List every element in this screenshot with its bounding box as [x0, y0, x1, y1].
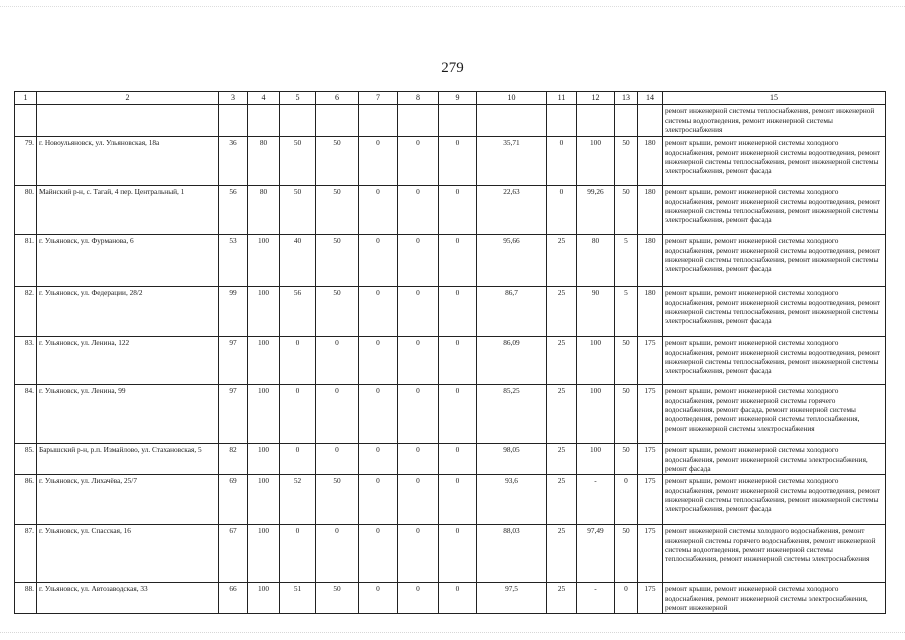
col-11: 25 [547, 475, 577, 525]
col-5: 0 [280, 337, 316, 385]
col-8: 0 [398, 385, 439, 444]
col-7: 0 [359, 583, 398, 614]
row-number: 85. [15, 444, 37, 475]
col-7: 0 [359, 444, 398, 475]
col-6: 50 [316, 475, 359, 525]
col-10: 86,09 [477, 337, 547, 385]
table-row [15, 475, 886, 525]
address: г. Новоульяновск, ул. Ульяновская, 18а [37, 137, 219, 186]
col-13: 0 [615, 475, 638, 525]
column-header-12: 12 [577, 92, 615, 105]
column-header-3: 3 [219, 92, 248, 105]
col-11: 25 [547, 444, 577, 475]
col-9: 0 [439, 337, 477, 385]
address: Барышский р-н, р.п. Измайлово, ул. Стахановская, 5 [37, 444, 219, 475]
table-row [15, 337, 886, 385]
col-13: 0 [615, 583, 638, 614]
col-3: 99 [219, 287, 248, 337]
col-13: 50 [615, 444, 638, 475]
col-7: 0 [359, 186, 398, 235]
address: г. Ульяновск, ул. Федерации, 28/2 [37, 287, 219, 337]
col-14: 175 [638, 475, 663, 525]
col-11: 25 [547, 525, 577, 583]
address: г. Ульяновск, ул. Ленина, 122 [37, 337, 219, 385]
column-header-6: 6 [316, 92, 359, 105]
col-9: 0 [439, 235, 477, 287]
row-number: 82. [15, 287, 37, 337]
col-12: 99,26 [577, 186, 615, 235]
col-3: 67 [219, 525, 248, 583]
works-list: ремонт инженерной системы холодного водоснабжения, ремонт инженерной системы горячего водоснабжения, ремонт инженерной системы водоотведения, ремонт инженерной системы теплоснабжения, ремонт инженерной системы электроснабжения [663, 525, 886, 583]
col-8: 0 [398, 186, 439, 235]
col-9: 0 [439, 287, 477, 337]
row-number: 88. [15, 583, 37, 614]
col-6: 50 [316, 583, 359, 614]
col-11: 25 [547, 337, 577, 385]
col-4: 100 [248, 385, 280, 444]
works-list: ремонт крыши, ремонт инженерной системы холодного водоснабжения, ремонт инженерной системы водоотведения, ремонт инженерной системы теплоснабжения, ремонт инженерной системы электроснабжения, ремонт фасада [663, 287, 886, 337]
col-9: 0 [439, 444, 477, 475]
col-5: 52 [280, 475, 316, 525]
col-12: 90 [577, 287, 615, 337]
col-4: 100 [248, 337, 280, 385]
works-list: ремонт крыши, ремонт инженерной системы холодного водоснабжения, ремонт инженерной системы электроснабжения, ремонт инженерной [663, 583, 886, 614]
column-header-2: 2 [37, 92, 219, 105]
col-8: 0 [398, 583, 439, 614]
col-7: 0 [359, 475, 398, 525]
column-header-15: 15 [663, 92, 886, 105]
works-list: ремонт крыши, ремонт инженерной системы холодного водоснабжения, ремонт инженерной системы водоотведения, ремонт инженерной системы теплоснабжения, ремонт инженерной системы электроснабжения, ремонт фасада [663, 475, 886, 525]
col-9: 0 [439, 137, 477, 186]
works-list: ремонт крыши, ремонт инженерной системы холодного водоснабжения, ремонт инженерной системы электроснабжения, ремонт фасада [663, 444, 886, 475]
column-header-7: 7 [359, 92, 398, 105]
col-7: 0 [359, 337, 398, 385]
col-13: 50 [615, 337, 638, 385]
col-12: - [577, 475, 615, 525]
col-6: 50 [316, 235, 359, 287]
column-header-8: 8 [398, 92, 439, 105]
col-10: 95,66 [477, 235, 547, 287]
row-number: 83. [15, 337, 37, 385]
col-10: 35,71 [477, 137, 547, 186]
continuation-row [15, 105, 886, 137]
col-11: 25 [547, 583, 577, 614]
works-list: ремонт крыши, ремонт инженерной системы холодного водоснабжения, ремонт инженерной системы водоотведения, ремонт инженерной системы теплоснабжения, ремонт инженерной системы электроснабжения, ремонт фасада [663, 337, 886, 385]
col-5: 56 [280, 287, 316, 337]
scan-artifact-top [0, 6, 905, 11]
column-header-5: 5 [280, 92, 316, 105]
col-3: 36 [219, 137, 248, 186]
col-4: 80 [248, 137, 280, 186]
table-row [15, 235, 886, 287]
col-10: 86,7 [477, 287, 547, 337]
col-5: 50 [280, 186, 316, 235]
col-3: 69 [219, 475, 248, 525]
col-6: 0 [316, 525, 359, 583]
col-4: 80 [248, 186, 280, 235]
col-5: 51 [280, 583, 316, 614]
col-11: 25 [547, 385, 577, 444]
col-10: 98,05 [477, 444, 547, 475]
address: г. Ульяновск, ул. Автозаводская, 33 [37, 583, 219, 614]
col-3: 82 [219, 444, 248, 475]
col-12: - [577, 583, 615, 614]
col-9: 0 [439, 475, 477, 525]
row-number: 84. [15, 385, 37, 444]
header-row [15, 92, 886, 105]
table-row [15, 137, 886, 186]
col-14: 180 [638, 186, 663, 235]
col-7: 0 [359, 287, 398, 337]
row-number: 80. [15, 186, 37, 235]
col-8: 0 [398, 475, 439, 525]
col-12: 80 [577, 235, 615, 287]
col-12: 97,49 [577, 525, 615, 583]
table-row [15, 525, 886, 583]
col-5: 0 [280, 444, 316, 475]
table-body [15, 105, 886, 614]
col-9: 0 [439, 385, 477, 444]
col-8: 0 [398, 137, 439, 186]
col-13: 5 [615, 287, 638, 337]
col-3: 56 [219, 186, 248, 235]
col-12: 100 [577, 385, 615, 444]
col-13: 50 [615, 186, 638, 235]
table-row [15, 444, 886, 475]
address: г. Ульяновск, ул. Спасская, 16 [37, 525, 219, 583]
col-13: 50 [615, 137, 638, 186]
col-7: 0 [359, 137, 398, 186]
col-4: 100 [248, 583, 280, 614]
row-number: 87. [15, 525, 37, 583]
works-list: ремонт крыши, ремонт инженерной системы холодного водоснабжения, ремонт инженерной системы водоотведения, ремонт инженерной системы теплоснабжения, ремонт инженерной системы электроснабжения, ремонт фасада [663, 235, 886, 287]
col-7: 0 [359, 235, 398, 287]
col-8: 0 [398, 287, 439, 337]
col-14: 175 [638, 385, 663, 444]
address: Майнский р-н, с. Тагай, 4 пер. Центральный, 1 [37, 186, 219, 235]
column-header-4: 4 [248, 92, 280, 105]
col-10: 22,63 [477, 186, 547, 235]
col-7: 0 [359, 525, 398, 583]
col-14: 180 [638, 287, 663, 337]
col-11: 25 [547, 235, 577, 287]
col-11: 0 [547, 137, 577, 186]
col-14: 175 [638, 583, 663, 614]
address: г. Ульяновск, ул. Фурманова, 6 [37, 235, 219, 287]
col-8: 0 [398, 444, 439, 475]
col-9: 0 [439, 186, 477, 235]
row-number: 79. [15, 137, 37, 186]
col-6: 0 [316, 444, 359, 475]
works-list: ремонт крыши, ремонт инженерной системы холодного водоснабжения, ремонт инженерной системы водоотведения, ремонт инженерной системы теплоснабжения, ремонт инженерной системы электроснабжения, ремонт фасада [663, 137, 886, 186]
col-10: 97,5 [477, 583, 547, 614]
col-5: 50 [280, 137, 316, 186]
col-10: 88,03 [477, 525, 547, 583]
col-4: 100 [248, 287, 280, 337]
table-row [15, 583, 886, 614]
address: г. Ульяновск, ул. Ленина, 99 [37, 385, 219, 444]
row-number: 86. [15, 475, 37, 525]
column-header-1: 1 [15, 92, 37, 105]
col-9: 0 [439, 525, 477, 583]
scan-artifact-bottom [0, 632, 905, 637]
col-3: 53 [219, 235, 248, 287]
row-number: 81. [15, 235, 37, 287]
col-13: 50 [615, 385, 638, 444]
col-8: 0 [398, 235, 439, 287]
table-row [15, 385, 886, 444]
col-14: 175 [638, 525, 663, 583]
col-6: 0 [316, 337, 359, 385]
col-5: 0 [280, 525, 316, 583]
works-list: ремонт крыши, ремонт инженерной системы холодного водоснабжения, ремонт инженерной системы водоотведения, ремонт инженерной системы теплоснабжения, ремонт инженерной системы электроснабжения, ремонт фасада [663, 186, 886, 235]
address: г. Ульяновск, ул. Лихачёва, 25/7 [37, 475, 219, 525]
col-5: 40 [280, 235, 316, 287]
col-14: 180 [638, 137, 663, 186]
column-header-9: 9 [439, 92, 477, 105]
col-10: 85,25 [477, 385, 547, 444]
col-14: 175 [638, 444, 663, 475]
col-3: 66 [219, 583, 248, 614]
col-4: 100 [248, 525, 280, 583]
col-11: 0 [547, 186, 577, 235]
col-11: 25 [547, 287, 577, 337]
column-header-10: 10 [477, 92, 547, 105]
col-8: 0 [398, 525, 439, 583]
col-6: 50 [316, 137, 359, 186]
col-5: 0 [280, 385, 316, 444]
col-3: 97 [219, 337, 248, 385]
column-header-11: 11 [547, 92, 577, 105]
col-14: 175 [638, 337, 663, 385]
col-4: 100 [248, 444, 280, 475]
col-12: 100 [577, 137, 615, 186]
column-header-13: 13 [615, 92, 638, 105]
col-12: 100 [577, 337, 615, 385]
table-row [15, 186, 886, 235]
col-6: 50 [316, 287, 359, 337]
col-4: 100 [248, 475, 280, 525]
register-table [14, 91, 886, 614]
col-3: 97 [219, 385, 248, 444]
table-row [15, 287, 886, 337]
col-8: 0 [398, 337, 439, 385]
continuation-works: ремонт инженерной системы теплоснабжения, ремонт инженерной системы водоотведения, ремонт инженерной системы электроснабжения [663, 105, 886, 137]
col-9: 0 [439, 583, 477, 614]
page-number: 279 [441, 60, 464, 76]
col-6: 50 [316, 186, 359, 235]
col-4: 100 [248, 235, 280, 287]
col-13: 5 [615, 235, 638, 287]
col-6: 0 [316, 385, 359, 444]
col-12: 100 [577, 444, 615, 475]
col-7: 0 [359, 385, 398, 444]
works-list: ремонт крыши, ремонт инженерной системы холодного водоснабжения, ремонт инженерной системы горячего водоснабжения, ремонт фасада, ремонт инженерной системы водоотведения, ремонт инженерной системы теплоснабжения, ремонт инженерной системы электроснабжения [663, 385, 886, 444]
col-10: 93,6 [477, 475, 547, 525]
col-13: 50 [615, 525, 638, 583]
column-header-14: 14 [638, 92, 663, 105]
col-14: 180 [638, 235, 663, 287]
